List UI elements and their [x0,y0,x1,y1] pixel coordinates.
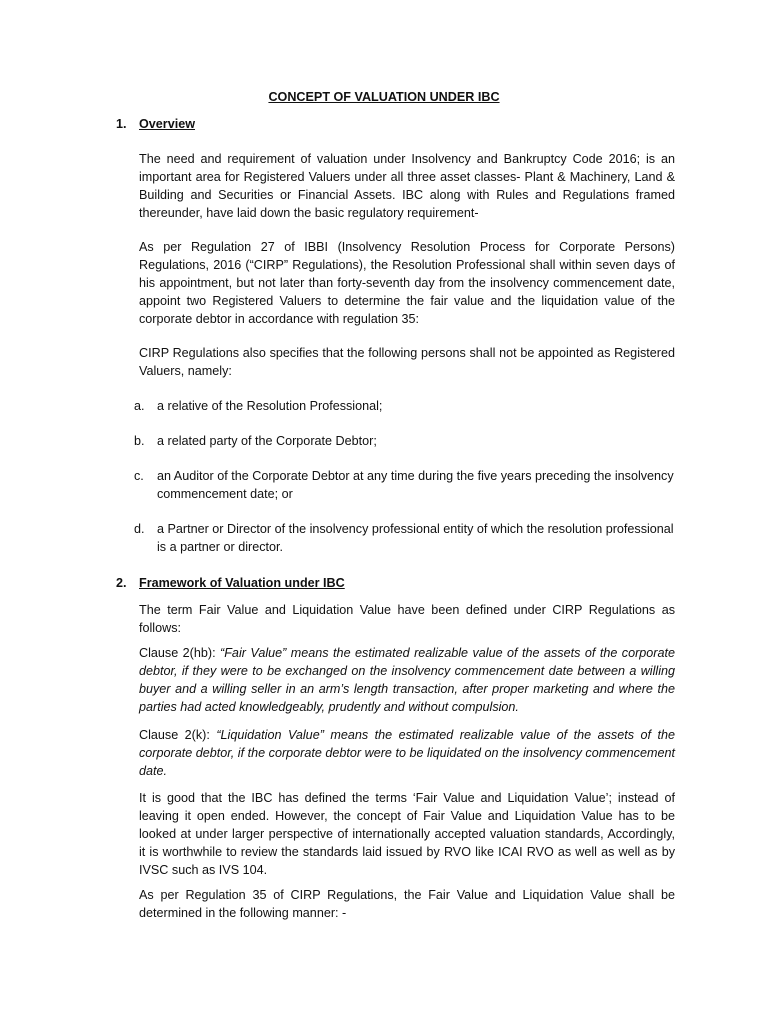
list-item-text: an Auditor of the Corporate Debtor at any time during the five years preceding the insolvency commencement date; or [157,469,674,501]
list-item [134,397,675,415]
section-heading-text: Overview [139,117,196,131]
paragraph-ibc-definition-note: It is good that the IBC has defined the terms ‘Fair Value and Liquidation Value’; instead of leaving it open ended. However, the concept of Fair Value and Liquidation Value has to be looked at under larger perspective of internationally accepted valuation standards, Accordingly, it is worthwhile to review the standards laid issued by RVO like ICAI RVO as well as well as by IVSC such as IVS 104. [139,791,675,877]
section-heading-text: Framework of Valuation under IBC [139,576,345,590]
list-item-text: a Partner or Director of the insolvency professional entity of which the resolution professional is a partner or director. [157,522,674,554]
clause-definition: “Liquidation Value” means the estimated realizable value of the assets of the corporate debtor, if the corporate debtor were to be liquidated on the insolvency commencement date. [139,728,675,778]
clause-fair-value [139,644,675,716]
section-heading-overview [116,115,195,133]
section-heading-framework [116,574,345,592]
paragraph-cirp-exclusions: CIRP Regulations also specifies that the following persons shall not be appointed as Registered Valuers, namely: [139,346,675,378]
paragraph-framework-intro: The term Fair Value and Liquidation Value have been defined under CIRP Regulations as follows: [139,603,675,635]
list-item [134,520,675,556]
section-number: 1. [116,117,127,131]
list-item [134,432,675,450]
list-item-text: a related party of the Corporate Debtor; [157,434,377,448]
clause-liquidation-value [139,726,675,780]
list-marker: b. [134,434,145,448]
list-marker: c. [134,469,144,483]
section-number: 2. [116,576,127,590]
clause-prefix: Clause 2(k): [139,728,217,742]
list-marker: a. [134,399,145,413]
paragraph-regulation-27: As per Regulation 27 of IBBI (Insolvency Resolution Process for Corporate Persons) Regulations, 2016 (“CIRP” Regulations), the Resolution Professional shall within seven days of his appointment, but not later than forty-seventh day from the insolvency commencement date, appoint two Registered Valuers to determine the fair value and the liquidation value of the corporate debtor in accordance with regulation 35: [139,240,675,326]
document-title: CONCEPT OF VALUATION UNDER IBC [268,90,500,104]
list-item-text: a relative of the Resolution Professional; [157,399,383,413]
clause-definition: “Fair Value” means the estimated realizable value of the assets of the corporate debtor, if they were to be exchanged on the insolvency commencement date between a willing buyer and a willing seller in an arm’s length transaction, after proper marketing and where the parties had acted knowledgeably, prudently and without compulsion. [139,646,675,714]
paragraph-valuation-need: The need and requirement of valuation under Insolvency and Bankruptcy Code 2016; is an important area for Registered Valuers under all three asset classes- Plant & Machinery, Land & Building and Securities or Financial Assets. IBC along with Rules and Regulations framed thereunder, have laid down the basic regulatory requirement- [139,152,675,220]
list-item [134,467,675,503]
list-marker: d. [134,522,145,536]
clause-prefix: Clause 2(hb): [139,646,221,660]
paragraph-regulation-35: As per Regulation 35 of CIRP Regulations, the Fair Value and Liquidation Value shall be determined in the following manner: - [139,888,675,920]
